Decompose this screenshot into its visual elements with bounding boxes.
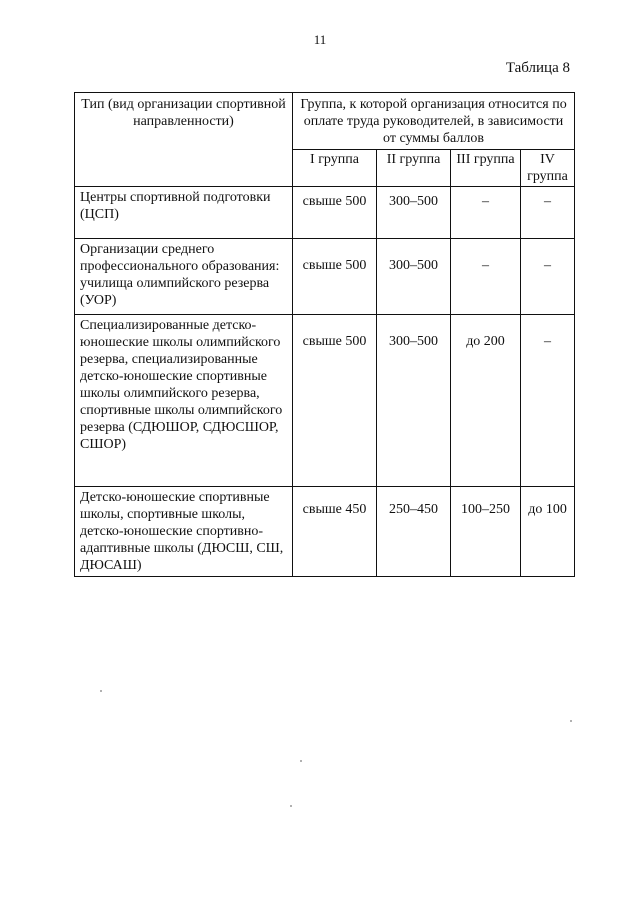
table-label: Таблица 8 (505, 60, 570, 76)
header-group-2: II группа (377, 150, 451, 187)
payment-group-table (74, 92, 575, 577)
row-group-1-value: свыше 500 (293, 239, 377, 315)
row-group-3-value: до 200 (451, 315, 521, 487)
table-row (75, 239, 575, 315)
row-group-3-value: – (451, 239, 521, 315)
header-group-4: IV группа (521, 150, 575, 187)
row-group-2-value: 300–500 (377, 315, 451, 487)
row-org-type: Организации среднего профессионального образования: училища олимпийского резерва (УОР) (75, 239, 293, 315)
scan-speck (570, 720, 572, 722)
scan-speck (100, 690, 102, 692)
row-group-3-value: 100–250 (451, 487, 521, 577)
row-group-1-value: свыше 500 (293, 187, 377, 239)
row-org-type: Специализированные детско-юношеские школы олимпийского резерва, специализированные детско-юношеские спортивные школы олимпийского резерва, спортивные школы олимпийского резерва (СДЮШОР, СДЮСШОР, СШОР) (75, 315, 293, 487)
row-group-1-value: свыше 450 (293, 487, 377, 577)
table-row (75, 315, 575, 487)
row-group-4-value: – (521, 239, 575, 315)
row-group-2-value: 300–500 (377, 187, 451, 239)
row-group-1-value: свыше 500 (293, 315, 377, 487)
scan-speck (300, 760, 302, 762)
row-org-type: Детско-юношеские спортивные школы, спортивные школы, детско-юношеские спортивно-адаптивные школы (ДЮСШ, СШ, ДЮСАШ) (75, 487, 293, 577)
row-group-2-value: 300–500 (377, 239, 451, 315)
header-type-column: Тип (вид организации спортивной направленности) (75, 93, 293, 187)
table-row (75, 187, 575, 239)
header-group-column: Группа, к которой организация относится по оплате труда руководителей, в зависимости от суммы баллов (293, 93, 575, 150)
page-number: 11 (313, 32, 327, 47)
scan-speck (290, 805, 292, 807)
table-row (75, 487, 575, 577)
row-group-4-value: – (521, 187, 575, 239)
row-org-type: Центры спортивной подготовки (ЦСП) (75, 187, 293, 239)
row-group-3-value: – (451, 187, 521, 239)
row-group-4-value: до 100 (521, 487, 575, 577)
header-group-1: I группа (293, 150, 377, 187)
header-group-3: III группа (451, 150, 521, 187)
row-group-2-value: 250–450 (377, 487, 451, 577)
row-group-4-value: – (521, 315, 575, 487)
